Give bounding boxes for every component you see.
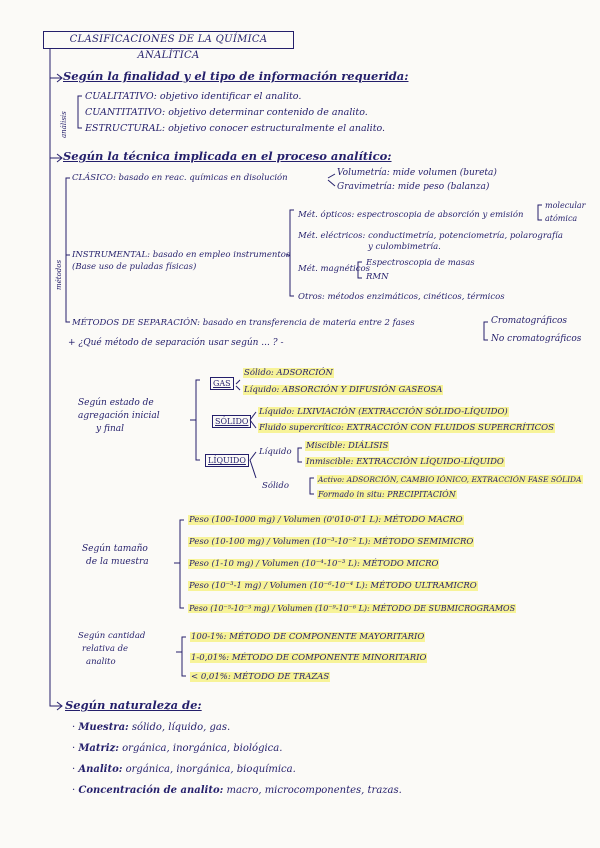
atomica: atómica bbox=[545, 214, 578, 223]
side-label-metodos: métodos bbox=[55, 259, 63, 290]
label-estado-3: y final bbox=[96, 424, 124, 434]
solido-liquido: Líquido: LIXIVIACIÓN (EXTRACCIÓN SÓLIDO-LÍQUIDO) bbox=[259, 407, 508, 417]
gas-solido: Sólido: ADSORCIÓN bbox=[244, 368, 333, 378]
page-title: CLASIFICACIONES DE LA QUÍMICA ANALÍTICA bbox=[43, 31, 294, 49]
pregunta-separacion: + ¿Qué método de separación usar según ... ? - bbox=[68, 338, 284, 348]
list-item: · Concentración de analito: macro, microcomponentes, trazas. bbox=[72, 785, 402, 796]
list-item: ESTRUCTURAL: objetivo conocer estructuralmente el analito. bbox=[85, 123, 386, 134]
metodos-separacion: MÉTODOS DE SEPARACIÓN: basado en transferencia de materia entre 2 fases bbox=[72, 318, 415, 328]
list-item: Peso (1-10 mg) / Volumen (10⁻⁴-10⁻³ L): MÉTODO MICRO bbox=[189, 559, 439, 569]
metodo-clasico: CLÁSICO: basado en reac. químicas en disolución bbox=[72, 173, 288, 183]
formado-in-situ: Formado in situ: PRECIPITACIÓN bbox=[318, 490, 456, 499]
liquido-solido: Sólido bbox=[262, 481, 289, 491]
metodos-magneticos: Mét. magnéticos bbox=[298, 264, 371, 274]
label-estado-1: Según estado de bbox=[78, 398, 154, 408]
metodos-electricos: Mét. eléctricos: conductimetría, potenciometría, polarografía bbox=[298, 231, 563, 241]
box-gas: GAS bbox=[210, 377, 234, 390]
list-item: Peso (100-1000 mg) / Volumen (0'010-0'1 L): MÉTODO MACRO bbox=[189, 515, 463, 525]
gravimetria: Gravimetría: mide peso (balanza) bbox=[337, 182, 490, 192]
molecular: molecular bbox=[545, 201, 586, 210]
gas-liquido: Líquido: ABSORCIÓN Y DIFUSIÓN GASEOSA bbox=[244, 385, 443, 395]
section-heading-tecnica: Según la técnica implicada en el proceso analítico: bbox=[63, 149, 392, 163]
activo: Activo: ADSORCIÓN, CAMBIO IÓNICO, EXTRACCIÓN FASE SÓLIDA bbox=[318, 475, 582, 484]
list-item: 100-1%: MÉTODO DE COMPONENTE MAYORITARIO bbox=[191, 632, 425, 642]
label-cantidad-2: relativa de bbox=[82, 644, 129, 654]
metodo-instrumental-nota: (Base uso de puladas físicas) bbox=[72, 262, 197, 272]
side-label-analisis: análisis bbox=[60, 111, 68, 138]
rmn: RMN bbox=[366, 272, 389, 282]
no-cromatograficos: No cromatográficos bbox=[491, 334, 582, 344]
list-item: Peso (10-100 mg) / Volumen (10⁻³-10⁻² L): MÉTODO SEMIMICRO bbox=[189, 537, 474, 547]
label-cantidad-3: analito bbox=[86, 657, 116, 667]
list-item: CUALITATIVO: objetivo identificar el analito. bbox=[85, 91, 302, 102]
list-item: Peso (10⁻⁵-10⁻³ mg) / Volumen (10⁻⁹-10⁻⁶ L): MÉTODO DE SUBMICROGRAMOS bbox=[189, 604, 516, 613]
list-item: · Matriz: orgánica, inorgánica, biológica. bbox=[72, 743, 283, 754]
list-item: < 0,01%: MÉTODO DE TRAZAS bbox=[191, 672, 330, 682]
espectroscopia-masas: Espectroscopia de masas bbox=[366, 258, 475, 268]
metodo-instrumental: INSTRUMENTAL: basado en empleo instrumentos bbox=[72, 250, 291, 260]
solido-fluido: Fluido supercrítico: EXTRACCIÓN CON FLUIDOS SUPERCRÍTICOS bbox=[259, 423, 554, 433]
metodos-opticos: Mét. ópticos: espectroscopia de absorción y emisión bbox=[298, 210, 524, 220]
inmiscible: Inmiscible: EXTRACCIÓN LÍQUIDO-LÍQUIDO bbox=[306, 457, 504, 467]
list-item: 1-0,01%: MÉTODO DE COMPONENTE MINORITARIO bbox=[191, 653, 427, 663]
otros-metodos: Otros: métodos enzimáticos, cinéticos, térmicos bbox=[298, 292, 505, 302]
section-heading-naturaleza: Según naturaleza de: bbox=[65, 698, 202, 712]
list-item: · Muestra: sólido, líquido, gas. bbox=[72, 722, 231, 733]
liquido-liquido: Líquido bbox=[259, 447, 292, 457]
label-tamano-1: Según tamaño bbox=[82, 544, 148, 554]
section-heading-finalidad: Según la finalidad y el tipo de información requerida: bbox=[63, 69, 409, 83]
box-liquido: LÍQUIDO bbox=[205, 454, 249, 467]
list-item: CUANTITATIVO: objetivo determinar contenido de analito. bbox=[85, 107, 368, 118]
list-item: Peso (10⁻³-1 mg) / Volumen (10⁻⁶-10⁻⁴ L): MÉTODO ULTRAMICRO bbox=[189, 581, 477, 591]
list-item: · Analito: orgánica, inorgánica, bioquímica. bbox=[72, 764, 296, 775]
volumetria: Volumetría: mide volumen (bureta) bbox=[337, 168, 497, 178]
label-tamano-2: de la muestra bbox=[86, 557, 149, 567]
metodos-electricos-cont: y culombimetría. bbox=[368, 242, 441, 252]
cromatograficos: Cromatográficos bbox=[491, 316, 568, 326]
label-cantidad-1: Según cantidad bbox=[78, 631, 146, 641]
box-solido: SÓLIDO bbox=[212, 415, 251, 428]
label-estado-2: agregación inicial bbox=[78, 411, 160, 421]
miscible: Miscible: DIÁLISIS bbox=[306, 441, 389, 451]
